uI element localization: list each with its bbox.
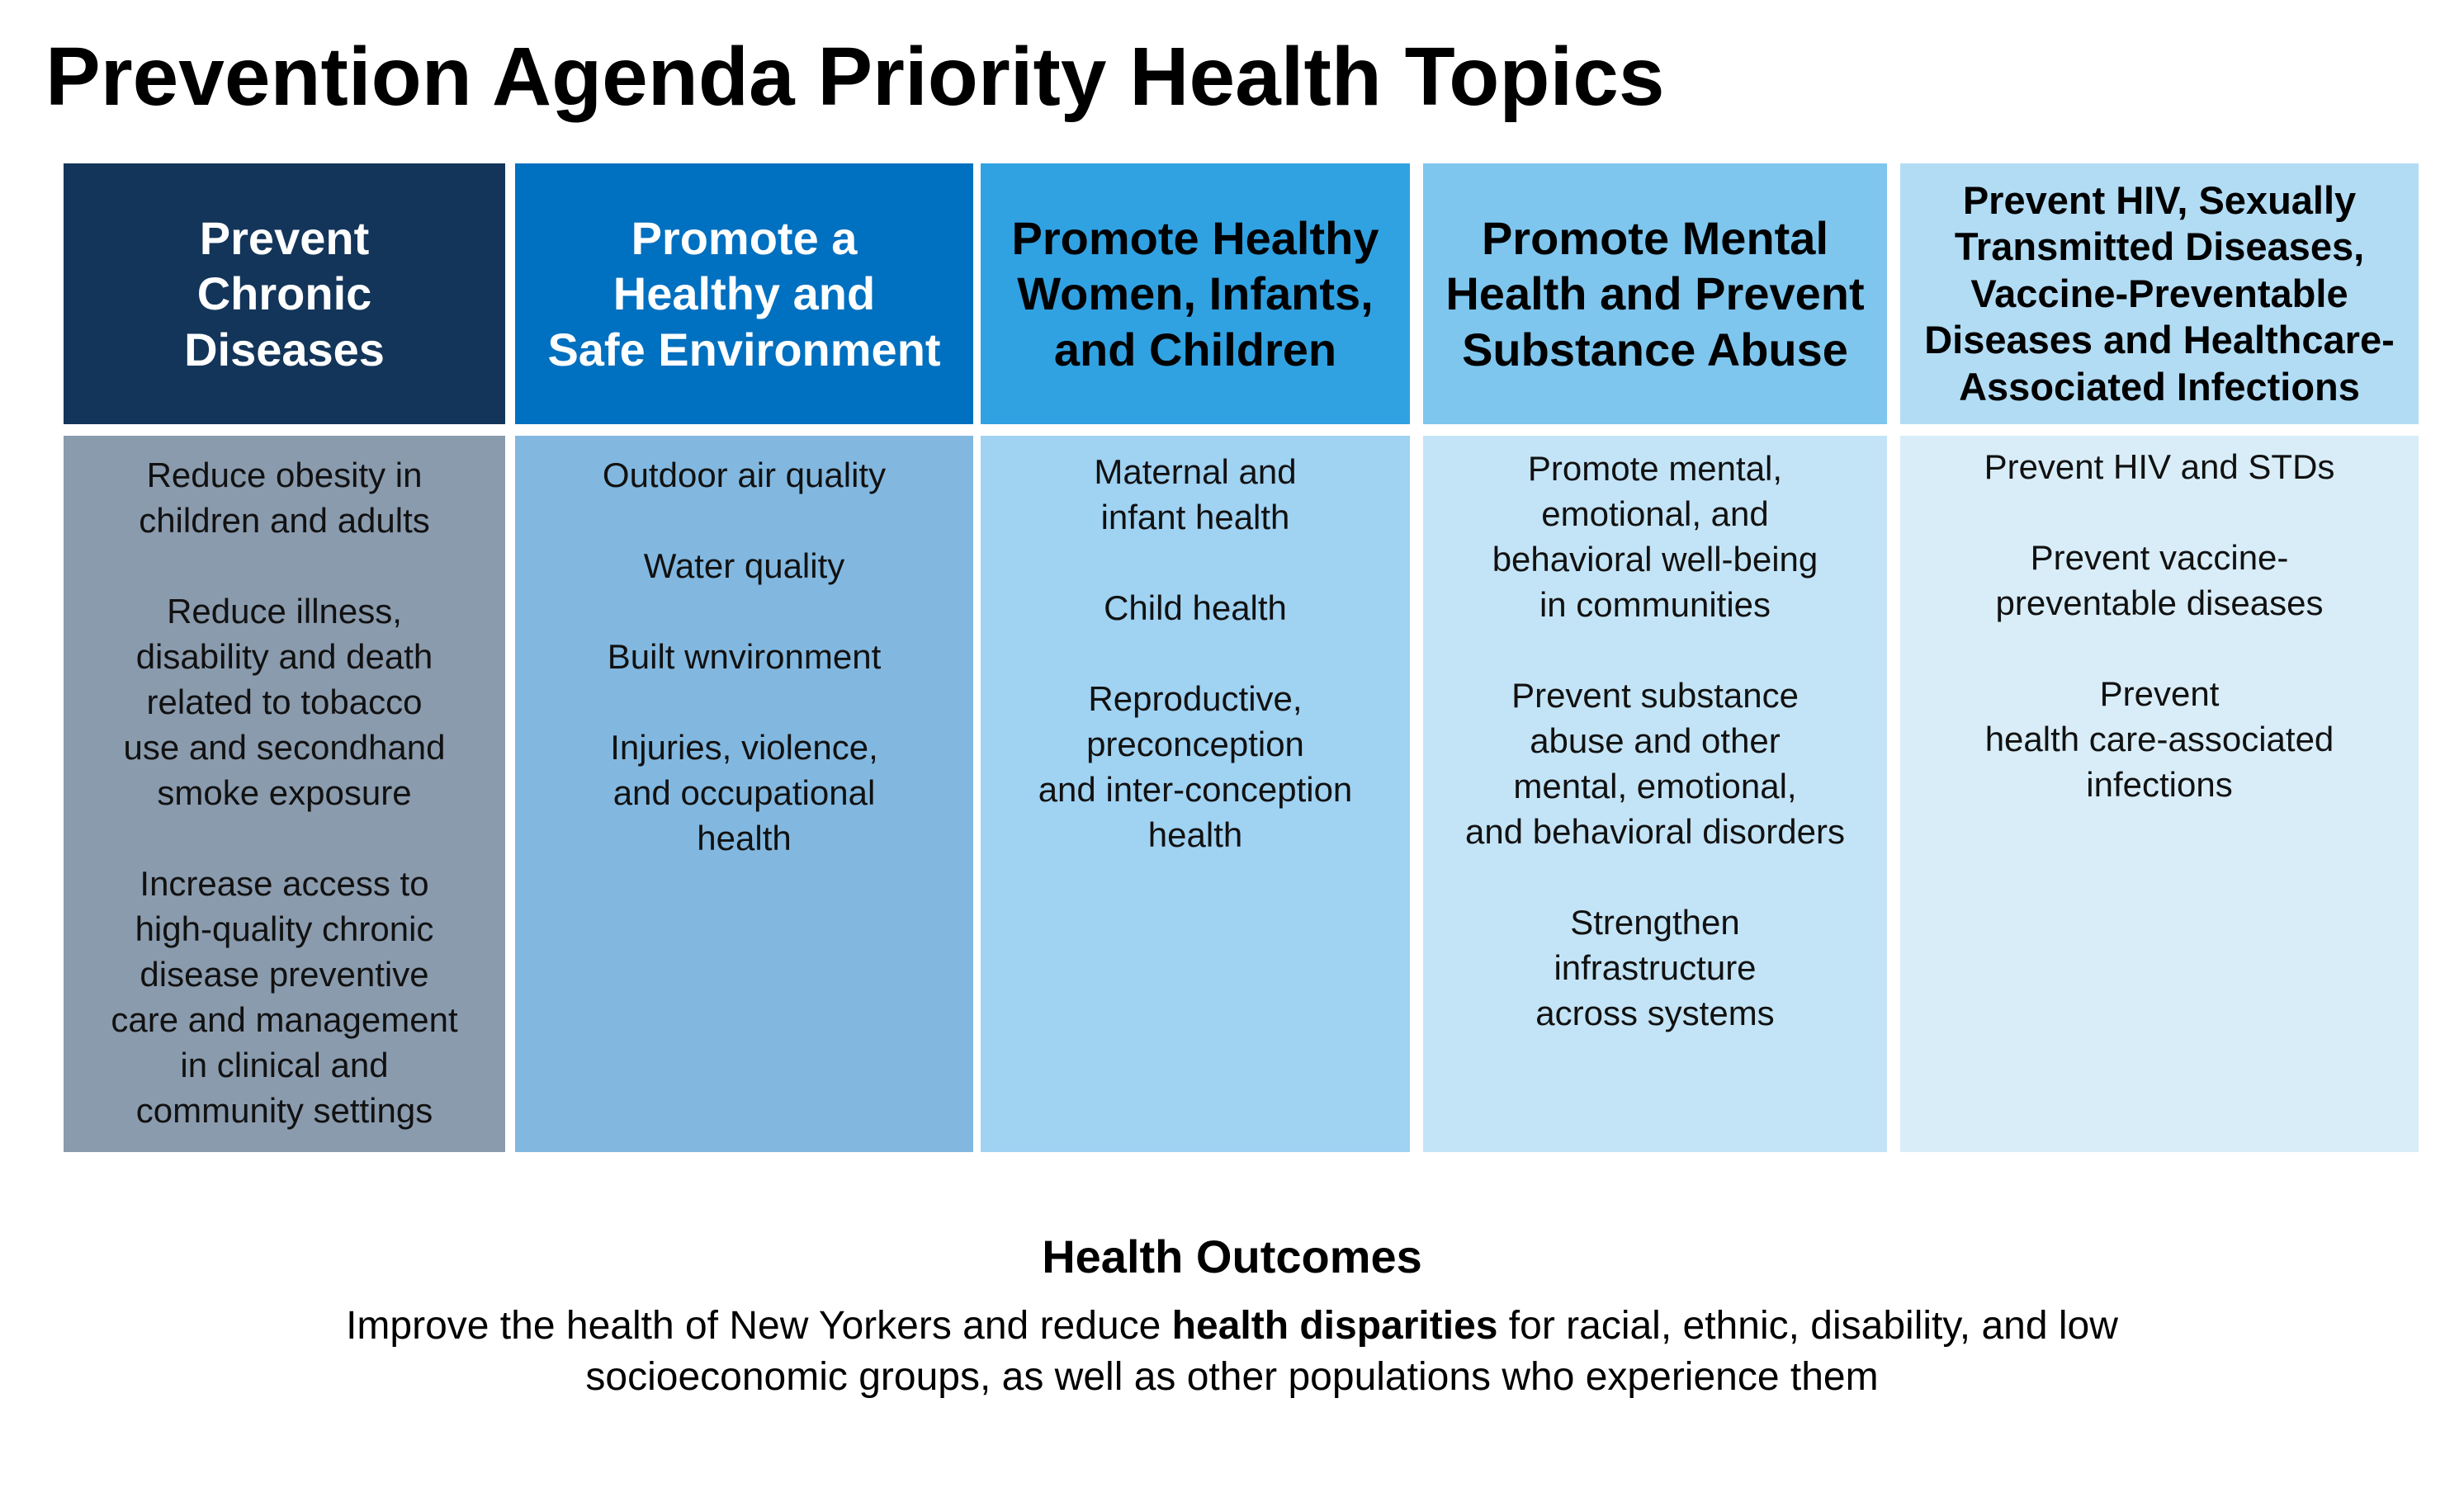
- column-body-healthy-women-infants-children: [981, 436, 1410, 1152]
- topic-item: [991, 585, 1400, 631]
- topic-item: [1910, 535, 2409, 626]
- topic-item-line: emotional, and: [1541, 494, 1769, 533]
- column-header-text: [1924, 177, 2395, 410]
- column-header-text: [184, 210, 385, 377]
- column-header-line: Diseases and Healthcare-: [1924, 318, 2395, 362]
- topic-item-line: care and management: [111, 1000, 458, 1039]
- topic-item-line: infections: [2086, 765, 2233, 804]
- topic-item: [991, 449, 1400, 540]
- topic-item: [73, 588, 495, 815]
- column-header-line: Promote a: [631, 212, 858, 265]
- topic-item-line: Increase access to: [140, 864, 429, 903]
- outcomes-text-bold: health disparities: [1171, 1304, 1498, 1348]
- health-outcomes-line-1: [0, 1301, 2464, 1352]
- topic-item: [1433, 900, 1877, 1036]
- health-outcomes-title: Health Outcomes: [1042, 1230, 1422, 1282]
- column-body-mental-health-substance-abuse: [1423, 436, 1887, 1152]
- topic-item-line: children and adults: [139, 501, 430, 540]
- topic-item-line: Prevent substance: [1511, 676, 1799, 715]
- column-header-text: [1445, 210, 1864, 377]
- health-outcomes-text: [0, 1301, 2464, 1403]
- outcomes-text-after: for racial, ethnic, disability, and low: [1497, 1304, 2118, 1348]
- topic-item-line: community settings: [135, 1091, 433, 1130]
- topic-item-line: Water quality: [643, 546, 845, 585]
- topic-item-line: behavioral well-being: [1492, 540, 1818, 579]
- topic-item-line: Strengthen: [1570, 903, 1740, 942]
- topic-item-line: Prevent vaccine-: [2030, 538, 2289, 577]
- topic-item-line: Reproductive,: [1088, 679, 1303, 718]
- column-header-mental-health-substance-abuse: [1423, 163, 1887, 424]
- topic-item: [73, 452, 495, 543]
- topic-item: [525, 543, 963, 588]
- topic-item-line: use and secondhand: [123, 728, 446, 767]
- topic-item: [1433, 673, 1877, 854]
- topic-item-line: disability and death: [135, 637, 433, 676]
- topic-item-line: disease preventive: [140, 955, 429, 994]
- topic-item-line: abuse and other: [1530, 721, 1781, 760]
- outcomes-text-before: Improve the health of New Yorkers and reduce: [346, 1304, 1172, 1348]
- topic-item-line: Reduce obesity in: [146, 456, 423, 494]
- topic-item-line: smoke exposure: [157, 773, 412, 812]
- page-title: Prevention Agenda Priority Health Topics: [45, 31, 1665, 123]
- topic-item: [991, 676, 1400, 857]
- column-header-line: Associated Infections: [1959, 364, 2360, 409]
- topic-item-line: in communities: [1539, 585, 1771, 624]
- column-header-line: Chronic: [196, 267, 372, 320]
- column-header-line: Safe Environment: [547, 323, 941, 376]
- topic-item: [525, 452, 963, 498]
- topic-item-line: Injuries, violence,: [610, 728, 878, 767]
- topic-item-line: and behavioral disorders: [1465, 812, 1845, 851]
- column-header-healthy-women-infants-children: [981, 163, 1410, 424]
- topic-item-line: Outdoor air quality: [602, 456, 887, 494]
- topic-item-line: mental, emotional,: [1513, 767, 1797, 805]
- topic-item-line: high-quality chronic: [135, 909, 434, 948]
- topic-item-line: and occupational: [612, 773, 876, 812]
- topic-item: [1433, 446, 1877, 627]
- column-body-healthy-safe-environment: [515, 436, 973, 1152]
- column-header-hiv-std-vaccine-infections: [1900, 163, 2419, 424]
- topic-item: [1910, 444, 2409, 489]
- topic-item: [525, 725, 963, 861]
- topic-item-line: across systems: [1535, 994, 1775, 1032]
- column-header-text: [547, 210, 940, 377]
- column-header-line: Transmitted Diseases,: [1954, 224, 2365, 269]
- topic-item-line: Promote mental,: [1527, 449, 1783, 488]
- topic-item: [1910, 671, 2409, 807]
- column-body-chronic-diseases: [64, 436, 505, 1152]
- topic-item-line: Child health: [1104, 588, 1287, 627]
- column-header-healthy-safe-environment: [515, 163, 973, 424]
- topic-item-line: in clinical and: [180, 1046, 389, 1084]
- topic-item-line: Reduce illness,: [167, 592, 402, 631]
- topic-item-line: health: [697, 819, 792, 857]
- topic-item: [525, 634, 963, 679]
- column-header-line: Prevent: [199, 212, 370, 265]
- topic-item-line: infant health: [1100, 498, 1290, 536]
- column-header-text: [1012, 210, 1379, 377]
- topic-item-line: and inter-conception: [1038, 770, 1353, 809]
- topic-item-line: Prevent HIV and STDs: [1984, 447, 2335, 486]
- column-header-line: Promote Healthy: [1011, 212, 1379, 265]
- topic-item-line: health care-associated: [1984, 720, 2334, 758]
- topic-item-line: health: [1147, 815, 1243, 854]
- column-header-line: Women, Infants,: [1017, 267, 1374, 320]
- topic-item: [73, 861, 495, 1133]
- topic-item-line: preventable diseases: [1995, 583, 2324, 622]
- topic-item-line: infrastructure: [1554, 948, 1757, 987]
- column-header-line: Substance Abuse: [1462, 323, 1848, 376]
- topic-item-line: Built wnvironment: [607, 637, 882, 676]
- column-header-line: Vaccine-Preventable: [1970, 271, 2348, 315]
- column-header-line: Diseases: [184, 323, 385, 376]
- column-header-chronic-diseases: [64, 163, 505, 424]
- topic-item-line: preconception: [1086, 725, 1304, 763]
- health-outcomes-line-2: socioeconomic groups, as well as other populations who experience them: [585, 1355, 1879, 1399]
- topic-item-line: related to tobacco: [146, 683, 423, 721]
- column-body-hiv-std-vaccine-infections: [1900, 436, 2419, 1152]
- column-header-line: and Children: [1053, 323, 1337, 376]
- topic-item-line: Maternal and: [1094, 452, 1297, 491]
- column-header-line: Promote Mental: [1481, 212, 1829, 265]
- column-header-line: Health and Prevent: [1445, 267, 1865, 320]
- column-header-line: Prevent HIV, Sexually: [1962, 178, 2357, 223]
- column-header-line: Healthy and: [612, 267, 876, 320]
- topic-item-line: Prevent: [2099, 674, 2220, 713]
